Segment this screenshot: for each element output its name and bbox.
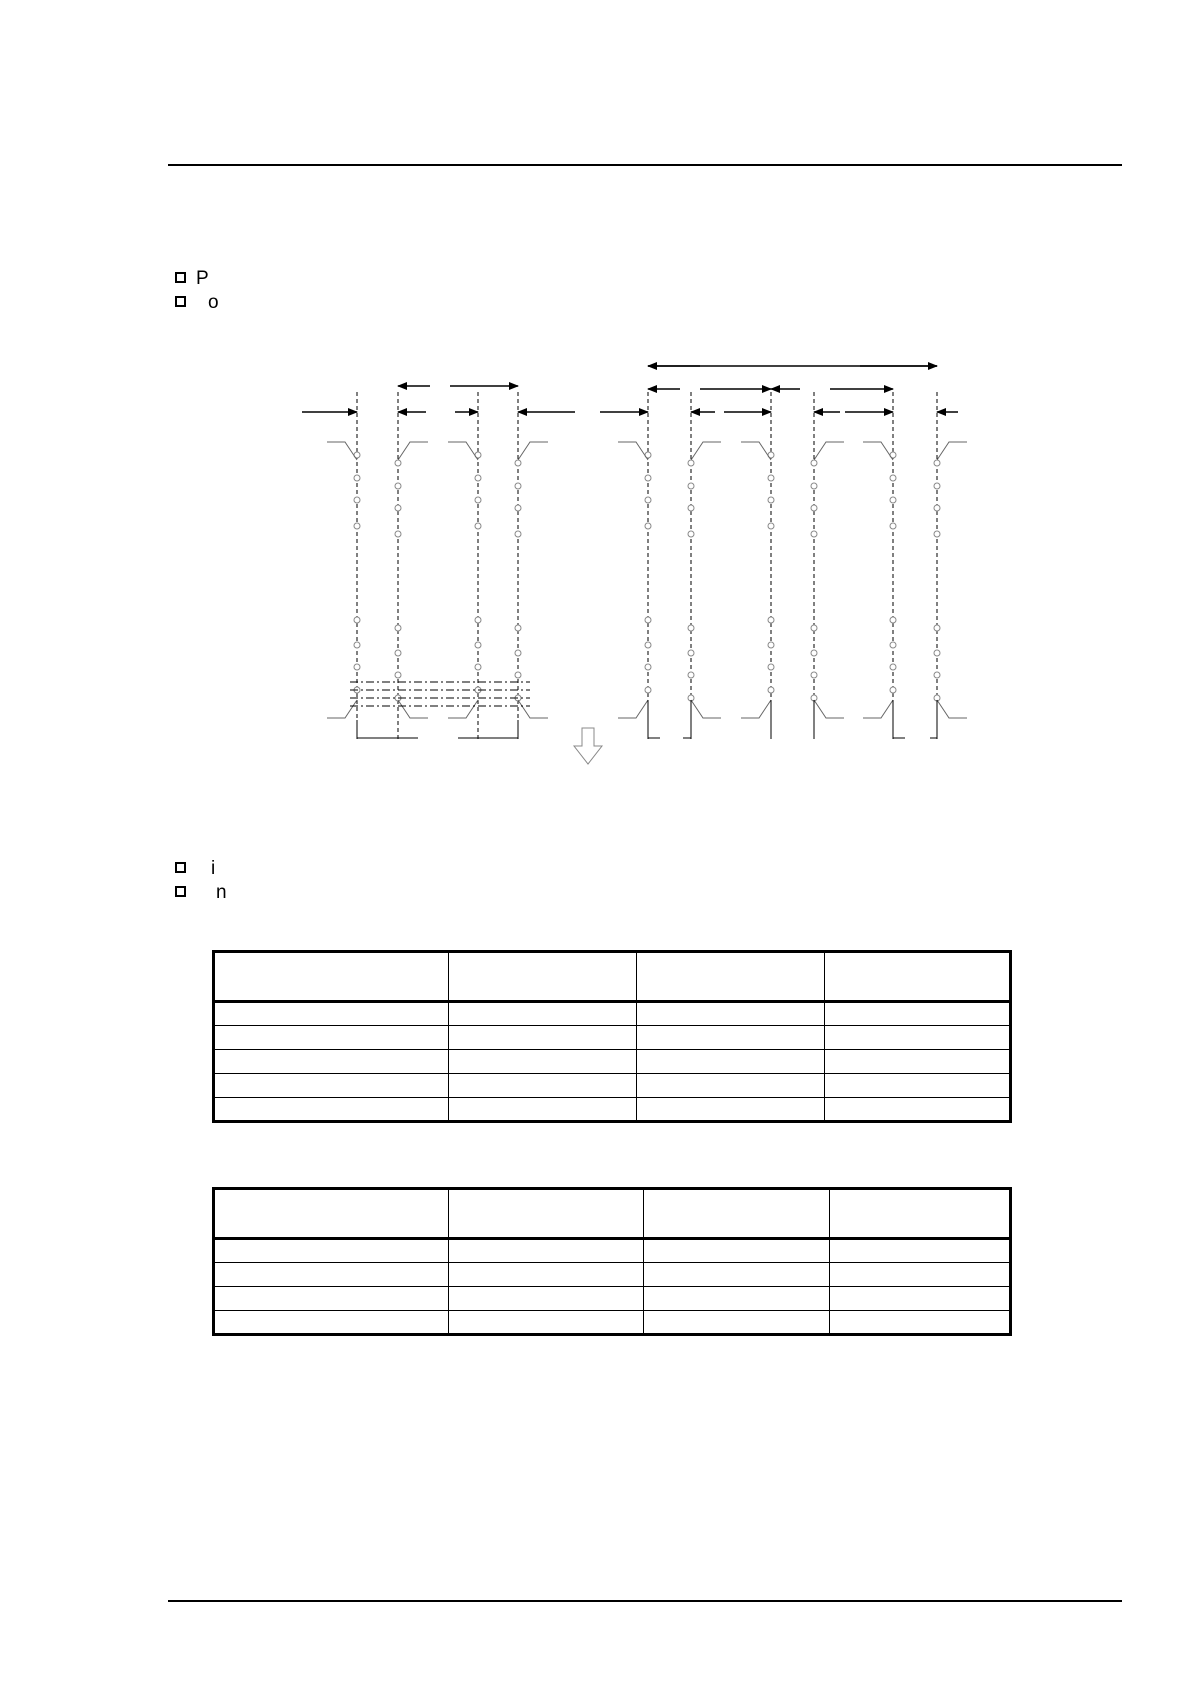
nozzle-dot	[645, 497, 651, 503]
table-cell	[644, 1263, 830, 1287]
nozzle-dot	[515, 672, 521, 678]
nozzle-dot	[934, 483, 940, 489]
nozzle-dot	[515, 625, 521, 631]
nozzle-dot	[768, 642, 774, 648]
nozzle-dot	[515, 531, 521, 537]
bullet-text: o	[208, 292, 219, 313]
nozzle-dot	[934, 460, 940, 466]
bracket-line	[357, 720, 418, 738]
nozzle-dot	[890, 475, 896, 481]
spec-table-1	[212, 950, 1012, 1123]
nozzle-dot	[515, 483, 521, 489]
table-row	[214, 1050, 1011, 1074]
nozzle-dot	[475, 475, 481, 481]
lead-line	[937, 442, 967, 460]
table-cell	[830, 1239, 1011, 1263]
nozzle-dot	[890, 523, 896, 529]
table-cell	[214, 1098, 449, 1122]
nozzle-dot	[811, 505, 817, 511]
nozzle-dot	[395, 460, 401, 466]
nozzle-dot	[354, 523, 360, 529]
table-row	[214, 1311, 1011, 1335]
nozzle-dot	[934, 650, 940, 656]
nozzle-dot	[688, 505, 694, 511]
nozzle-dot	[354, 664, 360, 670]
table-cell	[644, 1287, 830, 1311]
nozzle-dot	[688, 483, 694, 489]
spec-table-2	[212, 1187, 1012, 1336]
bullet-text: i	[211, 858, 216, 879]
table-header-cell	[214, 1189, 449, 1239]
table-row	[214, 1239, 1011, 1263]
nozzle-dot	[645, 642, 651, 648]
nozzle-dot	[645, 687, 651, 693]
nozzle-dot	[934, 505, 940, 511]
lead-line	[398, 442, 428, 460]
bullet-item-4	[175, 882, 227, 904]
bracket-line	[458, 720, 518, 738]
nozzle-dot	[395, 531, 401, 537]
table-cell	[214, 1239, 449, 1263]
table-header-cell	[449, 1189, 644, 1239]
nozzle-dot	[395, 650, 401, 656]
lead-line	[327, 442, 357, 460]
table-cell	[637, 1026, 825, 1050]
table-header-cell	[637, 952, 825, 1002]
nozzle-dot	[395, 625, 401, 631]
table-header-cell	[830, 1189, 1011, 1239]
lead-line	[691, 700, 721, 718]
nozzle-dot	[645, 664, 651, 670]
lead-line	[741, 700, 771, 718]
table-row	[214, 1098, 1011, 1122]
table-cell	[449, 1287, 644, 1311]
nozzle-dot	[354, 617, 360, 623]
lead-line	[814, 442, 844, 460]
table-header-cell	[644, 1189, 830, 1239]
table-header-cell	[825, 952, 1011, 1002]
lead-line	[448, 700, 478, 718]
lead-line	[618, 700, 648, 718]
nozzle-dot	[645, 617, 651, 623]
table-cell	[637, 1074, 825, 1098]
nozzle-dot	[890, 497, 896, 503]
table-header-cell	[449, 952, 637, 1002]
table-cell	[830, 1311, 1011, 1335]
table-cell	[825, 1026, 1011, 1050]
nozzle-dot	[768, 617, 774, 623]
bracket-line	[930, 700, 937, 738]
bullet-item-3	[175, 858, 215, 880]
nozzle-dot	[475, 617, 481, 623]
table-cell	[214, 1050, 449, 1074]
nozzle-dot	[688, 625, 694, 631]
nozzle-dot	[395, 505, 401, 511]
nozzle-dot	[688, 531, 694, 537]
bracket-line	[683, 700, 691, 738]
lead-line	[327, 700, 357, 718]
table-cell	[214, 1287, 449, 1311]
nozzle-dot	[811, 625, 817, 631]
table-cell	[637, 1002, 825, 1026]
nozzle-dot	[890, 664, 896, 670]
nozzle-dot	[811, 460, 817, 466]
table-header-row	[214, 952, 1011, 1002]
nozzle-dot	[811, 672, 817, 678]
nozzle-dot	[934, 625, 940, 631]
nozzle-dot	[890, 687, 896, 693]
lead-line	[518, 700, 548, 718]
table-cell	[449, 1311, 644, 1335]
table-cell	[449, 1098, 637, 1122]
table-row	[214, 1287, 1011, 1311]
table-cell	[830, 1287, 1011, 1311]
nozzle-dot	[395, 483, 401, 489]
table-cell	[214, 1002, 449, 1026]
table-cell	[449, 1050, 637, 1074]
bracket-line	[648, 700, 660, 738]
table-row	[214, 1002, 1011, 1026]
nozzle-dot	[475, 523, 481, 529]
lead-line	[448, 442, 478, 460]
table-row	[214, 1263, 1011, 1287]
table-header-cell	[214, 952, 449, 1002]
nozzle-dot	[768, 475, 774, 481]
table-header-row	[214, 1189, 1011, 1239]
lead-line	[518, 442, 548, 460]
lead-line	[863, 700, 893, 718]
nozzle-dot	[354, 642, 360, 648]
nozzle-dot	[354, 475, 360, 481]
nozzle-dot	[890, 642, 896, 648]
nozzle-dot	[645, 475, 651, 481]
nozzle-dot	[811, 531, 817, 537]
nozzle-dot	[688, 460, 694, 466]
lead-line	[691, 442, 721, 460]
nozzle-dot	[515, 460, 521, 466]
checkbox-bullet-icon	[175, 886, 186, 897]
table-cell	[825, 1050, 1011, 1074]
table-row	[214, 1026, 1011, 1050]
table-cell	[644, 1239, 830, 1263]
bullet-text: P	[196, 268, 209, 289]
table-cell	[449, 1239, 644, 1263]
table-cell	[825, 1074, 1011, 1098]
nozzle-dot	[768, 523, 774, 529]
nozzle-dot	[515, 505, 521, 511]
lead-line	[398, 700, 428, 718]
lead-line	[937, 700, 967, 718]
nozzle-dot	[768, 497, 774, 503]
nozzle-dot	[475, 642, 481, 648]
lead-line	[814, 700, 844, 718]
table-cell	[214, 1026, 449, 1050]
table-cell	[214, 1263, 449, 1287]
nozzle-dot	[934, 672, 940, 678]
footer-rule	[168, 1600, 1122, 1602]
table-cell	[825, 1098, 1011, 1122]
nozzle-dot	[475, 664, 481, 670]
table-cell	[214, 1074, 449, 1098]
table-cell	[637, 1098, 825, 1122]
table-cell	[830, 1263, 1011, 1287]
checkbox-bullet-icon	[175, 862, 186, 873]
nozzle-dot	[515, 650, 521, 656]
lead-line	[863, 442, 893, 460]
nozzle-dot	[354, 497, 360, 503]
table-cell	[644, 1311, 830, 1335]
lead-line	[618, 442, 648, 460]
table-cell	[825, 1002, 1011, 1026]
nozzle-dot	[395, 672, 401, 678]
nozzle-dot	[811, 483, 817, 489]
table-cell	[449, 1026, 637, 1050]
nozzle-timing-diagram	[0, 0, 1190, 800]
table-cell	[449, 1002, 637, 1026]
nozzle-dot	[688, 672, 694, 678]
nozzle-dot	[934, 531, 940, 537]
nozzle-dot	[890, 617, 896, 623]
table-row	[214, 1074, 1011, 1098]
nozzle-dot	[768, 664, 774, 670]
table-cell	[449, 1074, 637, 1098]
down-arrow-icon	[574, 728, 602, 764]
table-cell	[637, 1050, 825, 1074]
bracket-line	[893, 700, 905, 738]
nozzle-dot	[475, 497, 481, 503]
table-cell	[214, 1311, 449, 1335]
table-cell	[449, 1263, 644, 1287]
nozzle-dot	[768, 687, 774, 693]
lead-line	[741, 442, 771, 460]
nozzle-dot	[811, 650, 817, 656]
bullet-text: n	[216, 882, 227, 903]
nozzle-dot	[688, 650, 694, 656]
nozzle-dot	[645, 523, 651, 529]
